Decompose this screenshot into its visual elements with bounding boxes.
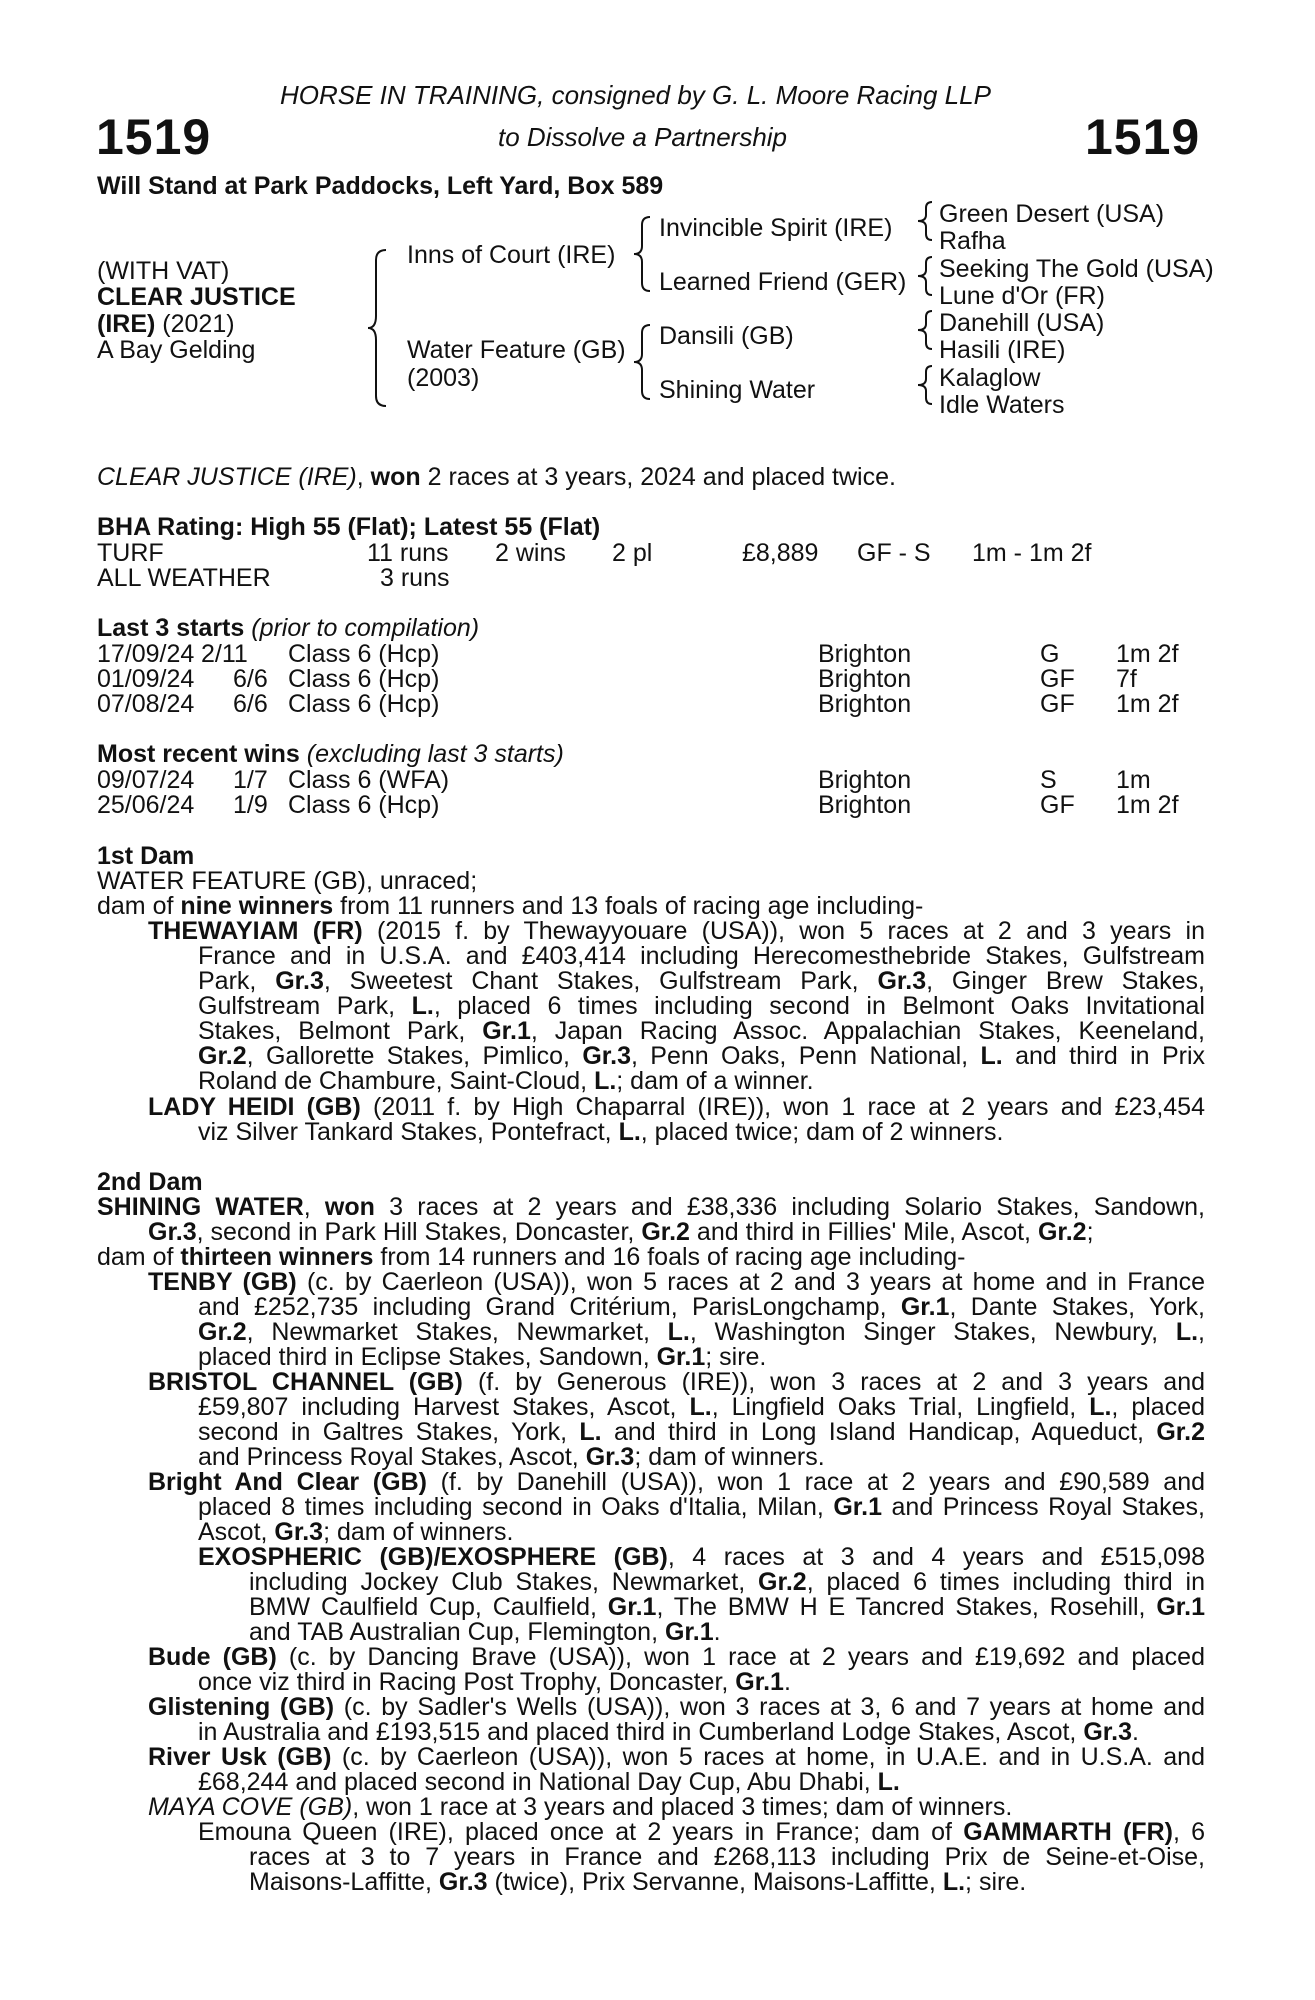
last3-heading — [97, 616, 479, 641]
start-class: Class 6 (Hcp) — [288, 690, 440, 718]
start-class: Class 6 (Hcp) — [288, 665, 440, 693]
bristol-line2: £59,807 including Harvest Stakes, Ascot, L., Lingfield Oaks Trial, Lingfield, L., placed — [198, 1393, 1206, 1421]
dam2-line2: Gr.3, second in Park Hill Stakes, Doncaster, Gr.2 and third in Fillies' Mile, Ascot, Gr.2; — [148, 1218, 1094, 1246]
rating-turf-runs: 11 runs — [367, 539, 449, 567]
header-title-line2: to Dissolve a Partnership — [498, 122, 788, 152]
thewayiam-line6: Gr.2, Gallorette Stakes, Pimlico, Gr.3, Penn Oaks, Penn National, L. and third in Prix — [198, 1042, 1206, 1070]
start-going: G — [1040, 640, 1060, 668]
win-course: Brighton — [818, 766, 912, 794]
recent-wins-title: Most recent wins — [97, 740, 300, 768]
recent-wins-note: (excluding last 3 starts) — [306, 740, 564, 768]
exospheric-line3: BMW Caulfield Cup, Caulfield, Gr.1, The BMW H E Tancred Stakes, Rosehill, Gr.1 — [249, 1593, 1205, 1621]
start-position: 2/11 — [201, 640, 248, 668]
pedigree-brace-dam — [634, 323, 652, 401]
win-class: Class 6 (Hcp) — [288, 791, 440, 819]
bude-line2: once viz third in Racing Post Trophy, Doncaster, Gr.1. — [198, 1668, 791, 1696]
rating-turf-distance: 1m - 1m 2f — [972, 539, 1092, 567]
rating-turf-placed: 2 pl — [612, 539, 653, 567]
pedigree-g6: Hasili (IRE) — [939, 336, 1066, 364]
rating-turf-going: GF - S — [857, 539, 931, 567]
start-course: Brighton — [818, 690, 912, 718]
rating-turf-label: TURF — [97, 539, 164, 567]
start-date: 07/08/24 — [97, 690, 195, 718]
thewayiam-line2: France and in U.S.A. and £403,414 including Herecomesthebride Stakes, Gulfstream — [198, 942, 1205, 970]
dam2-title: 2nd Dam — [97, 1168, 203, 1196]
rating-title: BHA Rating: High 55 (Flat); Latest 55 (Flat) — [97, 513, 601, 541]
dam1-title: 1st Dam — [97, 842, 195, 870]
vat-note: (WITH VAT) — [97, 257, 230, 285]
start-going: GF — [1040, 690, 1075, 718]
bright-line1: Bright And Clear (GB) (f. by Danehill (USA)), won 1 race at 2 years and £90,589 and — [148, 1468, 1205, 1496]
start-class: Class 6 (Hcp) — [288, 640, 440, 668]
dam1-line2: dam of nine winners from 11 runners and 13 foals of racing age including- — [97, 892, 924, 920]
win-position: 1/9 — [233, 791, 268, 819]
pedigree-brace-main — [368, 248, 388, 408]
recent-wins-heading — [97, 742, 564, 767]
race-summary — [97, 465, 896, 490]
pedigree-dam: Water Feature (GB) — [407, 336, 626, 364]
rating-turf-wins: 2 wins — [495, 539, 566, 567]
win-position: 1/7 — [233, 766, 268, 794]
maya-cove-line1: MAYA COVE (GB), won 1 race at 3 years and placed 3 times; dam of winners. — [148, 1793, 1013, 1821]
glistening-line1: Glistening (GB) (c. by Sadler's Wells (USA)), won 3 races at 3, 6 and 7 years at home and — [148, 1693, 1205, 1721]
pedigree-g2: Rafha — [939, 227, 1006, 255]
bristol-line3: second in Galtres Stakes, York, L. and third in Long Island Handicap, Aqueduct, Gr.2 — [198, 1418, 1205, 1446]
pedigree-g5: Danehill (USA) — [939, 309, 1105, 337]
tenby-line4: placed third in Eclipse Stakes, Sandown, Gr.1; sire. — [198, 1343, 767, 1371]
lot-number-right: 1519 — [1085, 109, 1201, 165]
exospheric-line2: including Jockey Club Stakes, Newmarket, Gr.2, placed 6 times including third in — [249, 1568, 1205, 1596]
start-distance: 7f — [1116, 665, 1137, 693]
emouna-line3: Maisons-Laffitte, Gr.3 (twice), Prix Servanne, Maisons-Laffitte, L.; sire. — [249, 1868, 1027, 1896]
summary-text: 2 races at 3 years, 2024 and placed twice. — [427, 463, 896, 491]
emouna-line2: races at 3 to 7 years in France and £268,113 including Prix de Seine-et-Oise, — [249, 1843, 1205, 1871]
bude-line1: Bude (GB) (c. by Dancing Brave (USA)), won 1 race at 2 years and £19,692 and placed — [148, 1643, 1205, 1671]
dam2-line3: dam of thirteen winners from 14 runners and 16 foals of racing age including- — [97, 1243, 966, 1271]
rating-aw-label: ALL WEATHER — [97, 564, 271, 592]
last3-note: (prior to compilation) — [251, 614, 480, 642]
lady-heidi-line2: viz Silver Tankard Stakes, Pontefract, L., placed twice; dam of 2 winners. — [198, 1118, 1004, 1146]
thewayiam-line4: Gulfstream Park, L., placed 6 times including second in Belmont Oaks Invitational — [198, 992, 1205, 1020]
header-title-line1: HORSE IN TRAINING, consigned by G. L. Moore Racing LLP — [280, 80, 991, 110]
win-date: 09/07/24 — [97, 766, 195, 794]
pedigree-sire: Inns of Court (IRE) — [407, 241, 616, 269]
bristol-line4: and Princess Royal Stakes, Ascot, Gr.3; dam of winners. — [198, 1443, 825, 1471]
lot-number-left: 1519 — [96, 109, 212, 165]
pedigree-g3: Seeking The Gold (USA) — [939, 255, 1214, 283]
summary-won: won — [370, 463, 421, 491]
river-usk-line1: River Usk (GB) (c. by Caerleon (USA)), won 5 races at home, in U.A.E. and in U.S.A. and — [148, 1743, 1205, 1771]
emouna-line1: Emouna Queen (IRE), placed once at 2 years in France; dam of GAMMARTH (FR), 6 — [198, 1818, 1205, 1846]
pedigree-dam-dam: Shining Water — [659, 376, 816, 404]
start-date: 17/09/24 — [97, 640, 195, 668]
win-class: Class 6 (WFA) — [288, 766, 450, 794]
pedigree-brace-g3 — [918, 309, 934, 351]
lady-heidi-line1: LADY HEIDI (GB) (2011 f. by High Chaparral (IRE)), won 1 race at 2 years and £23,454 — [148, 1093, 1205, 1121]
start-position: 6/6 — [233, 690, 268, 718]
tenby-line1: TENBY (GB) (c. by Caerleon (USA)), won 5 races at 2 and 3 years at home and in France — [148, 1268, 1206, 1296]
summary-name: CLEAR JUSTICE (IRE) — [97, 463, 357, 491]
start-going: GF — [1040, 665, 1075, 693]
tenby-line3: Gr.2, Newmarket Stakes, Newmarket, L., Washington Singer Stakes, Newbury, L., — [198, 1318, 1205, 1346]
exospheric-line1: EXOSPHERIC (GB)/EXOSPHERE (GB), 4 races at 3 and 4 years and £515,098 — [198, 1543, 1205, 1571]
rating-aw-runs: 3 runs — [380, 564, 450, 592]
river-usk-line2: £68,244 and placed second in National Day Cup, Abu Dhabi, L. — [198, 1768, 900, 1796]
start-distance: 1m 2f — [1116, 640, 1179, 668]
glistening-line2: in Australia and £193,515 and placed third in Cumberland Lodge Stakes, Ascot, Gr.3. — [198, 1718, 1139, 1746]
start-distance: 1m 2f — [1116, 690, 1179, 718]
pedigree-g4: Lune d'Or (FR) — [939, 282, 1105, 310]
pedigree-dam-sire: Dansili (GB) — [659, 322, 794, 350]
start-course: Brighton — [818, 665, 912, 693]
win-course: Brighton — [818, 791, 912, 819]
pedigree-dam-year: (2003) — [407, 364, 480, 392]
dam2-line1: SHINING WATER, won 3 races at 2 years and £38,336 including Solario Stakes, Sandown, — [97, 1193, 1205, 1221]
horse-country: (IRE) — [97, 310, 156, 338]
win-going: GF — [1040, 791, 1075, 819]
tenby-line2: and £252,735 including Grand Critérium, ParisLongchamp, Gr.1, Dante Stakes, York, — [198, 1293, 1205, 1321]
win-going: S — [1040, 766, 1057, 794]
thewayiam-line3: Park, Gr.3, Sweetest Chant Stakes, Gulfstream Park, Gr.3, Ginger Brew Stakes, — [198, 967, 1206, 995]
rating-turf-prize: £8,889 — [742, 539, 819, 567]
last3-title: Last 3 starts — [97, 614, 245, 642]
location-line: Will Stand at Park Paddocks, Left Yard, Box 589 — [97, 172, 664, 200]
dam1-line1: WATER FEATURE (GB), unraced; — [97, 867, 478, 895]
pedigree-g8: Idle Waters — [939, 391, 1065, 419]
pedigree-brace-g2 — [918, 255, 934, 297]
horse-country-year — [97, 312, 235, 337]
win-date: 25/06/24 — [97, 791, 195, 819]
win-distance: 1m 2f — [1116, 791, 1179, 819]
win-distance: 1m — [1116, 766, 1151, 794]
thewayiam-line5: Stakes, Belmont Park, Gr.1, Japan Racing Assoc. Appalachian Stakes, Keeneland, — [198, 1017, 1205, 1045]
pedigree-g1: Green Desert (USA) — [939, 200, 1165, 228]
thewayiam-line1: THEWAYIAM (FR) (2015 f. by Thewayyouare (USA)), won 5 races at 2 and 3 years in — [148, 917, 1206, 945]
start-course: Brighton — [818, 640, 912, 668]
pedigree-brace-g4 — [918, 364, 934, 406]
pedigree-sire-sire: Invincible Spirit (IRE) — [659, 214, 893, 242]
bristol-line1: BRISTOL CHANNEL (GB) (f. by Generous (IRE)), won 3 races at 2 and 3 years and — [148, 1368, 1205, 1396]
horse-name: CLEAR JUSTICE — [97, 283, 296, 311]
pedigree-brace-sire — [634, 215, 652, 293]
horse-year: (2021) — [162, 310, 235, 338]
exospheric-line4: and TAB Australian Cup, Flemington, Gr.1. — [249, 1618, 721, 1646]
start-date: 01/09/24 — [97, 665, 195, 693]
pedigree-g7: Kalaglow — [939, 364, 1041, 392]
start-position: 6/6 — [233, 665, 268, 693]
summary-sep: , — [356, 463, 364, 491]
pedigree-brace-g1 — [918, 200, 934, 242]
bright-line2: placed 8 times including second in Oaks d'Italia, Milan, Gr.1 and Princess Royal Stakes, — [198, 1493, 1205, 1521]
bright-line3: Ascot, Gr.3; dam of winners. — [198, 1518, 514, 1546]
pedigree-sire-dam: Learned Friend (GER) — [659, 268, 907, 296]
thewayiam-line7: Roland de Chambure, Saint-Cloud, L.; dam of a winner. — [198, 1067, 814, 1095]
horse-description: A Bay Gelding — [97, 336, 256, 364]
